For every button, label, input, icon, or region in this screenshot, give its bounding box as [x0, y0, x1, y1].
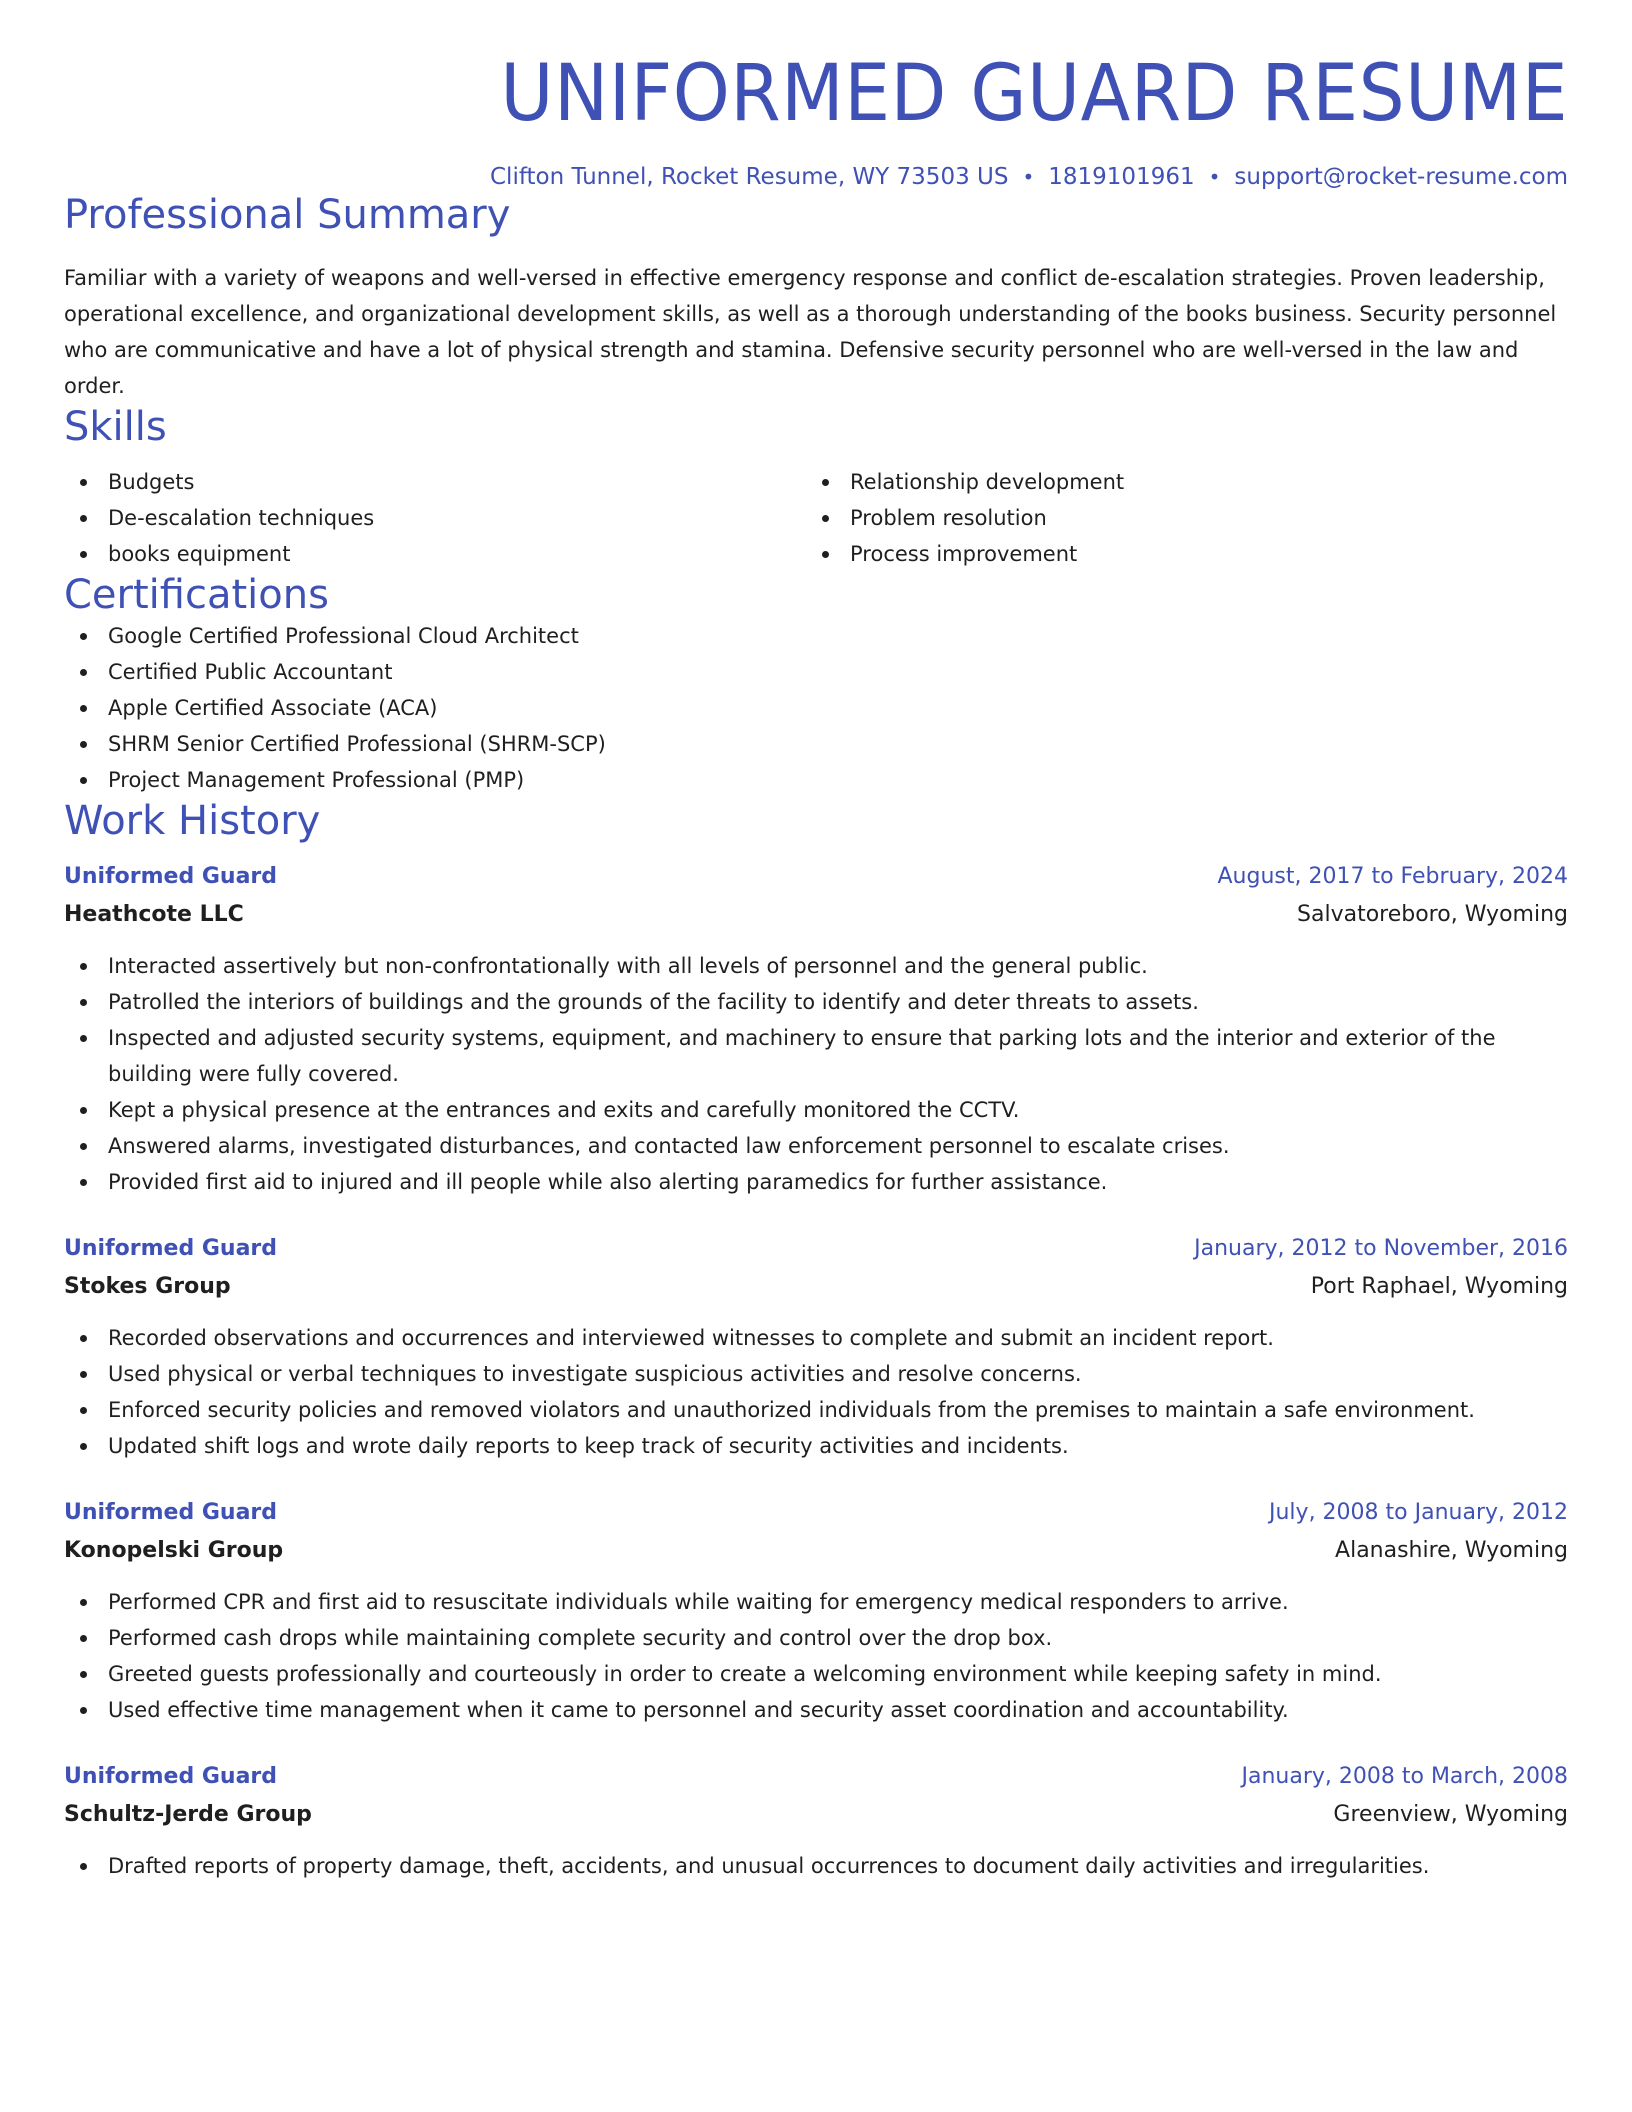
list-item: Google Certified Professional Cloud Architect: [64, 618, 1568, 654]
list-item: Performed cash drops while maintaining complete security and control over the drop box.: [64, 1620, 1568, 1656]
job-dates: July, 2008 to January, 2012: [1269, 1499, 1568, 1525]
list-item: Relationship development: [806, 464, 1548, 500]
work-history-section: [64, 798, 1568, 1884]
job-title-row: [64, 858, 1568, 896]
job-duties-list: [64, 1584, 1568, 1728]
work-history-heading: Work History: [64, 797, 321, 844]
job-title-row: [64, 1494, 1568, 1532]
list-item: Interacted assertively but non-confrontationally with all levels of personnel and the general public.: [64, 948, 1568, 984]
job-company: Heathcote LLC: [64, 901, 244, 927]
job-duties-list: [64, 1848, 1568, 1884]
job-company-row: [64, 1532, 1568, 1570]
skills-section: [64, 404, 1568, 572]
list-item: books equipment: [64, 536, 806, 572]
job-dates: January, 2008 to March, 2008: [1241, 1763, 1568, 1789]
list-item: Patrolled the interiors of buildings and the grounds of the facility to identify and deter threats to assets.: [64, 984, 1568, 1020]
job-company: Stokes Group: [64, 1273, 231, 1299]
list-item: Inspected and adjusted security systems, equipment, and machinery to ensure that parking lots and the interior and exterior of the building were fully covered.: [64, 1020, 1568, 1092]
resume-page: [64, 0, 1568, 1884]
list-item: Recorded observations and occurrences and interviewed witnesses to complete and submit an incident report.: [64, 1320, 1568, 1356]
job-company-row: [64, 1268, 1568, 1306]
list-item: Apple Certified Associate (ACA): [64, 690, 1568, 726]
job-dates: January, 2012 to November, 2016: [1194, 1235, 1568, 1261]
list-item: Kept a physical presence at the entrances and exits and carefully monitored the CCTV.: [64, 1092, 1568, 1128]
job-company-row: [64, 1796, 1568, 1834]
list-item: Updated shift logs and wrote daily reports to keep track of security activities and incidents.: [64, 1428, 1568, 1464]
list-item: Process improvement: [806, 536, 1548, 572]
job-entry: [64, 1758, 1568, 1884]
contact-address: Clifton Tunnel, Rocket Resume, WY 73503 US: [490, 164, 1009, 191]
list-item: Certified Public Accountant: [64, 654, 1568, 690]
job-title-row: [64, 1758, 1568, 1796]
skills-heading: Skills: [64, 403, 167, 450]
job-location: Greenview, Wyoming: [1333, 1801, 1568, 1827]
job-entry: [64, 858, 1568, 1200]
job-duties-list: [64, 948, 1568, 1200]
job-company-row: [64, 896, 1568, 934]
list-item: Provided first aid to injured and ill people while also alerting paramedics for further assistance.: [64, 1164, 1568, 1200]
job-company: Schultz-Jerde Group: [64, 1801, 312, 1827]
certifications-list: [64, 618, 1568, 798]
certifications-heading: Certifications: [64, 571, 329, 618]
job-location: Salvatoreboro, Wyoming: [1297, 901, 1568, 927]
list-item: SHRM Senior Certified Professional (SHRM-SCP): [64, 726, 1568, 762]
job-title: Uniformed Guard: [64, 863, 278, 889]
job-location: Port Raphael, Wyoming: [1310, 1273, 1568, 1299]
list-item: Project Management Professional (PMP): [64, 762, 1568, 798]
job-title: Uniformed Guard: [64, 1235, 278, 1261]
jobs-container: [64, 858, 1568, 1884]
contact-phone: 1819101961: [1048, 164, 1195, 191]
list-item: Enforced security policies and removed violators and unauthorized individuals from the premises to maintain a safe environment.: [64, 1392, 1568, 1428]
contact-separator: •: [1208, 165, 1221, 190]
resume-title: UNIFORMED GUARD RESUME: [500, 49, 1569, 139]
job-entry: [64, 1230, 1568, 1464]
job-duties-list: [64, 1320, 1568, 1464]
list-item: Answered alarms, investigated disturbances, and contacted law enforcement personnel to escalate crises.: [64, 1128, 1568, 1164]
list-item: Problem resolution: [806, 500, 1548, 536]
contact-line: [64, 164, 1568, 192]
resume-header: [64, 0, 1568, 192]
list-item: De-escalation techniques: [64, 500, 806, 536]
job-title: Uniformed Guard: [64, 1499, 278, 1525]
list-item: Budgets: [64, 464, 806, 500]
job-title-row: [64, 1230, 1568, 1268]
job-entry: [64, 1494, 1568, 1728]
summary-heading: Professional Summary: [64, 191, 511, 238]
contact-separator: •: [1022, 165, 1035, 190]
certifications-section: [64, 572, 1568, 798]
summary-text: Familiar with a variety of weapons and well-versed in effective emergency response and conflict de-escalation strategies. Proven leadership, operational excellence, and organizational development skills, as well as a thorough understanding of the books business. Security personnel who are communicative and have a lot of physical strength and stamina. Defensive security personnel who are well-versed in the law and order.: [64, 265, 1557, 398]
skills-list-right: [806, 464, 1548, 572]
list-item: Performed CPR and first aid to resuscitate individuals while waiting for emergency medical responders to arrive.: [64, 1584, 1568, 1620]
list-item: Drafted reports of property damage, theft, accidents, and unusual occurrences to document daily activities and irregularities.: [64, 1848, 1568, 1884]
list-item: Greeted guests professionally and courteously in order to create a welcoming environment while keeping safety in mind.: [64, 1656, 1568, 1692]
job-location: Alanashire, Wyoming: [1335, 1537, 1568, 1563]
list-item: Used physical or verbal techniques to investigate suspicious activities and resolve concerns.: [64, 1356, 1568, 1392]
skills-columns: [64, 464, 1568, 572]
job-title: Uniformed Guard: [64, 1763, 278, 1789]
job-company: Konopelski Group: [64, 1537, 284, 1563]
list-item: Used effective time management when it came to personnel and security asset coordination and accountability.: [64, 1692, 1568, 1728]
skills-list-left: [64, 464, 806, 572]
job-dates: August, 2017 to February, 2024: [1217, 863, 1568, 889]
professional-summary-section: [64, 192, 1568, 404]
contact-email: support@rocket-resume.com: [1234, 164, 1568, 191]
